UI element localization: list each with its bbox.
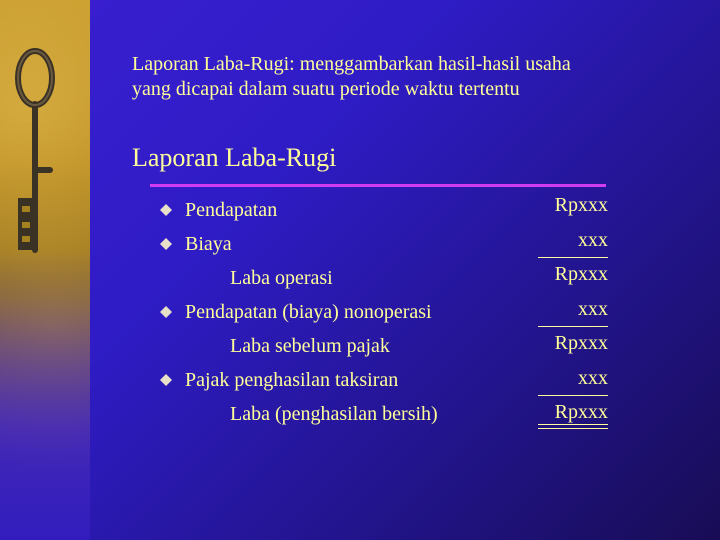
title-divider (150, 184, 606, 187)
subtotal-underline (538, 326, 608, 327)
total-double-underline-top (538, 424, 608, 425)
heading-line-2: yang dicapai dalam suatu periode waktu tertentu (132, 78, 520, 100)
total-double-underline-bottom (538, 428, 608, 429)
item-label-biaya: Biaya (185, 233, 232, 255)
diamond-bullet-icon (160, 238, 172, 250)
amount-value: xxx (578, 298, 608, 320)
subtotal-underline (538, 395, 608, 396)
side-strip-fade (0, 250, 90, 540)
slide-subtitle: Laporan Laba-Rugi (132, 143, 337, 172)
heading-line-1: Laporan Laba-Rugi: menggambarkan hasil-hasil usaha (132, 53, 571, 75)
amount-value: Rpxxx (554, 194, 608, 216)
amount-value: xxx (578, 229, 608, 251)
diamond-bullet-icon (160, 306, 172, 318)
item-label-nonoperasi: Pendapatan (biaya) nonoperasi (185, 301, 432, 323)
diamond-bullet-icon (160, 204, 172, 216)
item-label-laba-sebelum-pajak: Laba sebelum pajak (230, 335, 390, 357)
diamond-bullet-icon (160, 374, 172, 386)
amount-value: Rpxxx (554, 332, 608, 354)
item-label-laba-bersih: Laba (penghasilan bersih) (230, 403, 438, 425)
item-label-laba-operasi: Laba operasi (230, 267, 333, 289)
slide-heading (132, 52, 692, 102)
amount-value: Rpxxx (554, 401, 608, 423)
item-label-pendapatan: Pendapatan (185, 199, 278, 221)
old-key-icon (0, 40, 90, 290)
amount-value: xxx (578, 367, 608, 389)
item-label-pajak: Pajak penghasilan taksiran (185, 369, 399, 391)
subtotal-underline (538, 257, 608, 258)
amount-value: Rpxxx (554, 263, 608, 285)
